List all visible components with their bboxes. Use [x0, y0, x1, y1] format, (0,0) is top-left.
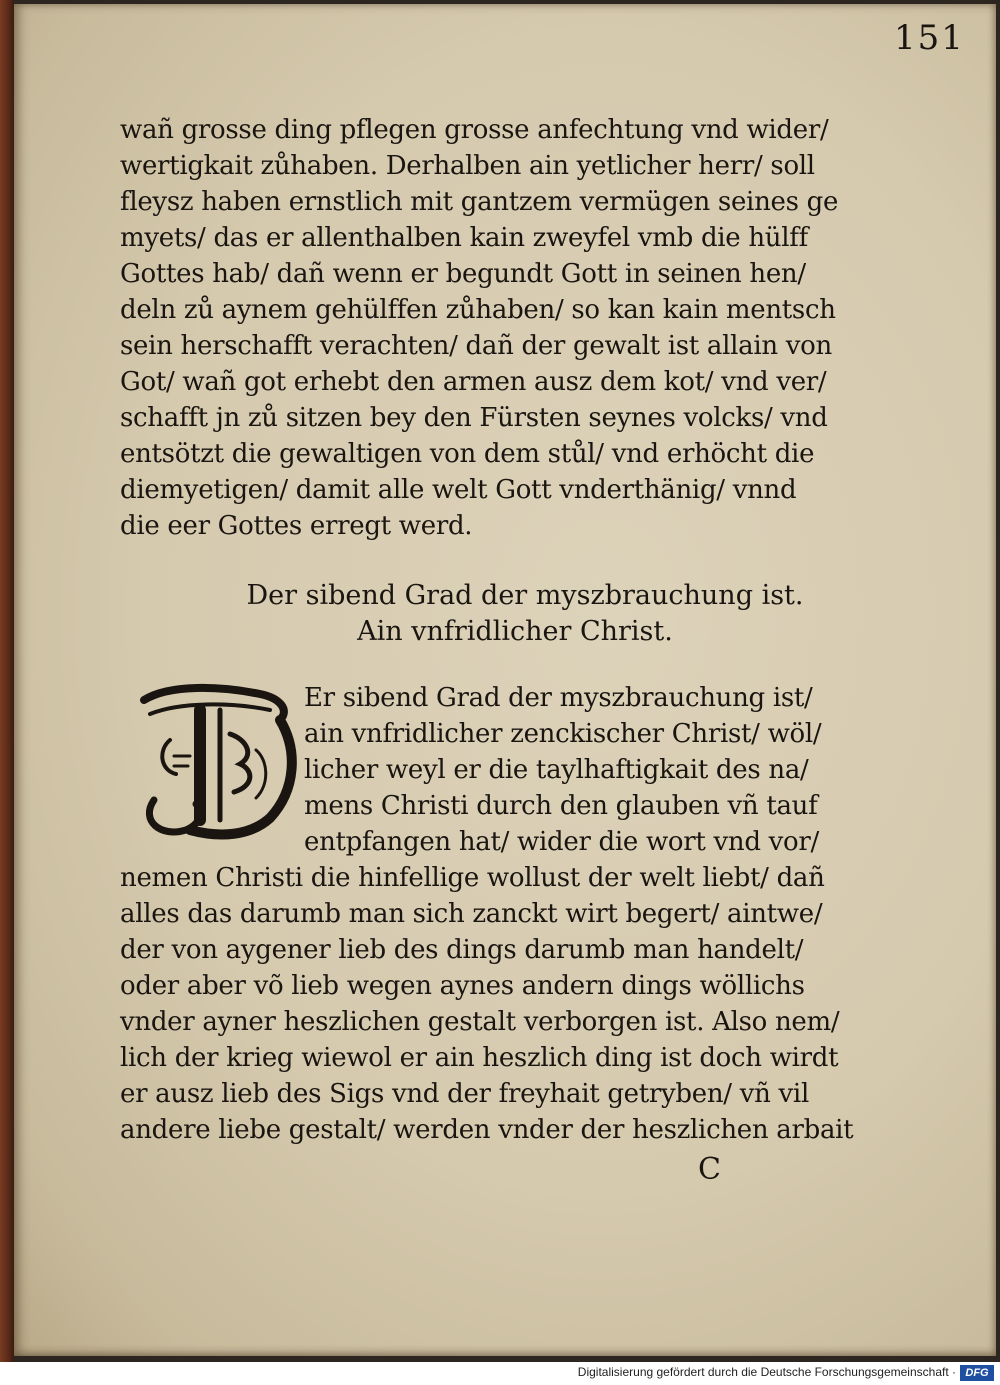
text-line: wañ grosse ding pflegen grosse anfechtung vnd wider/: [120, 115, 829, 145]
text-line: andere liebe gestalt/ werden vnder der heszlichen arbait: [120, 1115, 854, 1145]
text-line: schafft jn zů sitzen bey den Fürsten seynes volcks/ vnd: [120, 403, 828, 433]
text-line: lich der krieg wiewol er ain heszlich ding ist doch wirdt: [120, 1043, 839, 1073]
text-line: die eer Gottes erregt werd.: [120, 511, 473, 541]
text-line: alles das darumb man sich zanckt wirt begert/ aintwe/: [120, 899, 823, 929]
heading-line-2: Ain vnfridlicher Christ.: [357, 616, 673, 647]
text-line: fleysz haben ernstlich mit gantzem vermügen seines ge: [120, 187, 839, 217]
text-line: entsötzt die gewaltigen von dem stůl/ vnd erhöcht die: [120, 439, 815, 469]
text-line: ain vnfridlicher zenckischer Christ/ wöl/: [304, 719, 822, 749]
text-line: mens Christi durch den glauben vñ tauf: [304, 791, 818, 821]
text-line: nemen Christi die hinfellige wollust der welt liebt/ dañ: [120, 863, 825, 893]
text-line: wertigkait zůhaben. Derhalben ain yetlicher herr/ soll: [120, 151, 815, 181]
digitization-footer: [0, 1362, 1000, 1385]
paragraph-2-body: [120, 860, 854, 1148]
book-cover-edge: [0, 0, 14, 1362]
paragraph-1: [120, 112, 839, 544]
dfg-logo-icon: DFG: [960, 1365, 994, 1381]
text-line: Er sibend Grad der myszbrauchung ist/: [304, 683, 813, 713]
funding-credit: Digitalisierung gefördert durch die Deutsche Forschungsgemeinschaft ·: [577, 1365, 956, 1379]
text-line: licher weyl er die taylhaftigkait des na/: [304, 755, 809, 785]
text-line: Got/ wañ got erhebt den armen ausz dem kot/ vnd ver/: [120, 367, 827, 397]
paper-page: [14, 4, 996, 1356]
text-line: vnder ayner heszlichen gestalt verborgen ist. Also nem/: [120, 1007, 840, 1037]
catchword: C: [698, 1152, 721, 1187]
decorated-initial-d: [130, 680, 302, 840]
text-line: entpfangen hat/ wider die wort vnd vor/: [304, 827, 819, 857]
text-line: diemyetigen/ damit alle welt Gott vnderthänig/ vnnd: [120, 475, 797, 505]
chapter-heading: [14, 578, 996, 650]
text-line: deln zů aynem gehülffen zůhaben/ so kan kain mentsch: [120, 295, 836, 325]
text-line: sein herschafft verachten/ dañ der gewalt ist allain von: [120, 331, 832, 361]
text-line: oder aber võ lieb wegen aynes andern dings wöllichs: [120, 971, 805, 1001]
text-line: Gottes hab/ dañ wenn er begundt Gott in seinen hen/: [120, 259, 806, 289]
folio-number: 151: [894, 18, 965, 58]
heading-line-1: Der sibend Grad der myszbrauchung ist.: [246, 580, 804, 611]
text-line: er ausz lieb des Sigs vnd der freyhait getryben/ vñ vil: [120, 1079, 809, 1109]
text-line: myets/ das er allenthalben kain zweyfel vmb die hülff: [120, 223, 808, 253]
paragraph-2-indented: [304, 680, 1000, 860]
text-line: der von aygener lieb des dings darumb man handelt/: [120, 935, 804, 965]
